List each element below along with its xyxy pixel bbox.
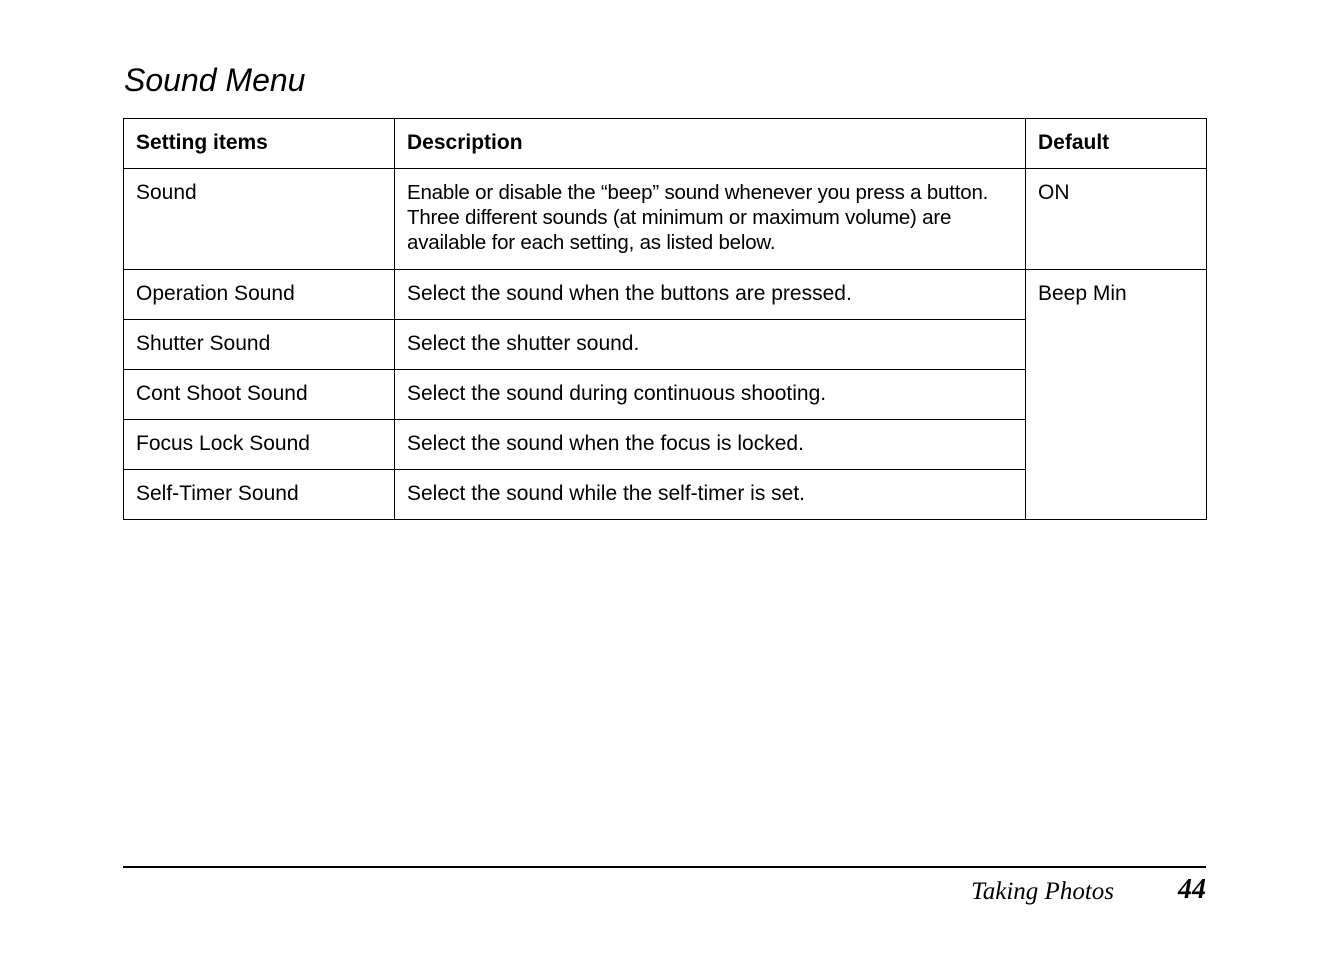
description-cell: Select the sound during continuous shooting. xyxy=(395,370,1026,420)
setting-item-cell: Focus Lock Sound xyxy=(124,420,395,470)
header-description: Description xyxy=(395,119,1026,169)
settings-table xyxy=(123,118,1207,520)
footer-divider xyxy=(123,866,1206,868)
page-title: Sound Menu xyxy=(124,62,306,98)
table-header-row xyxy=(124,119,1207,169)
description-cell: Enable or disable the “beep” sound whenever you press a button. Three different sounds (at minimum or maximum volume) are available for each setting, as listed below. xyxy=(395,169,1026,270)
table-row xyxy=(124,270,1207,320)
description-cell: Select the shutter sound. xyxy=(395,320,1026,370)
header-setting-items: Setting items xyxy=(124,119,395,169)
header-default: Default xyxy=(1026,119,1207,169)
table-row xyxy=(124,169,1207,270)
default-cell: Beep Min xyxy=(1026,270,1207,520)
setting-item-cell: Cont Shoot Sound xyxy=(124,370,395,420)
description-cell: Select the sound when the focus is locked. xyxy=(395,420,1026,470)
setting-item-cell: Self-Timer Sound xyxy=(124,470,395,520)
description-cell: Select the sound when the buttons are pressed. xyxy=(395,270,1026,320)
setting-item-cell: Shutter Sound xyxy=(124,320,395,370)
setting-item-cell: Sound xyxy=(124,169,395,270)
page-number: 44 xyxy=(1178,874,1206,905)
setting-item-cell: Operation Sound xyxy=(124,270,395,320)
description-cell: Select the sound while the self-timer is set. xyxy=(395,470,1026,520)
footer-section-title: Taking Photos xyxy=(971,878,1114,905)
default-cell: ON xyxy=(1026,169,1207,270)
